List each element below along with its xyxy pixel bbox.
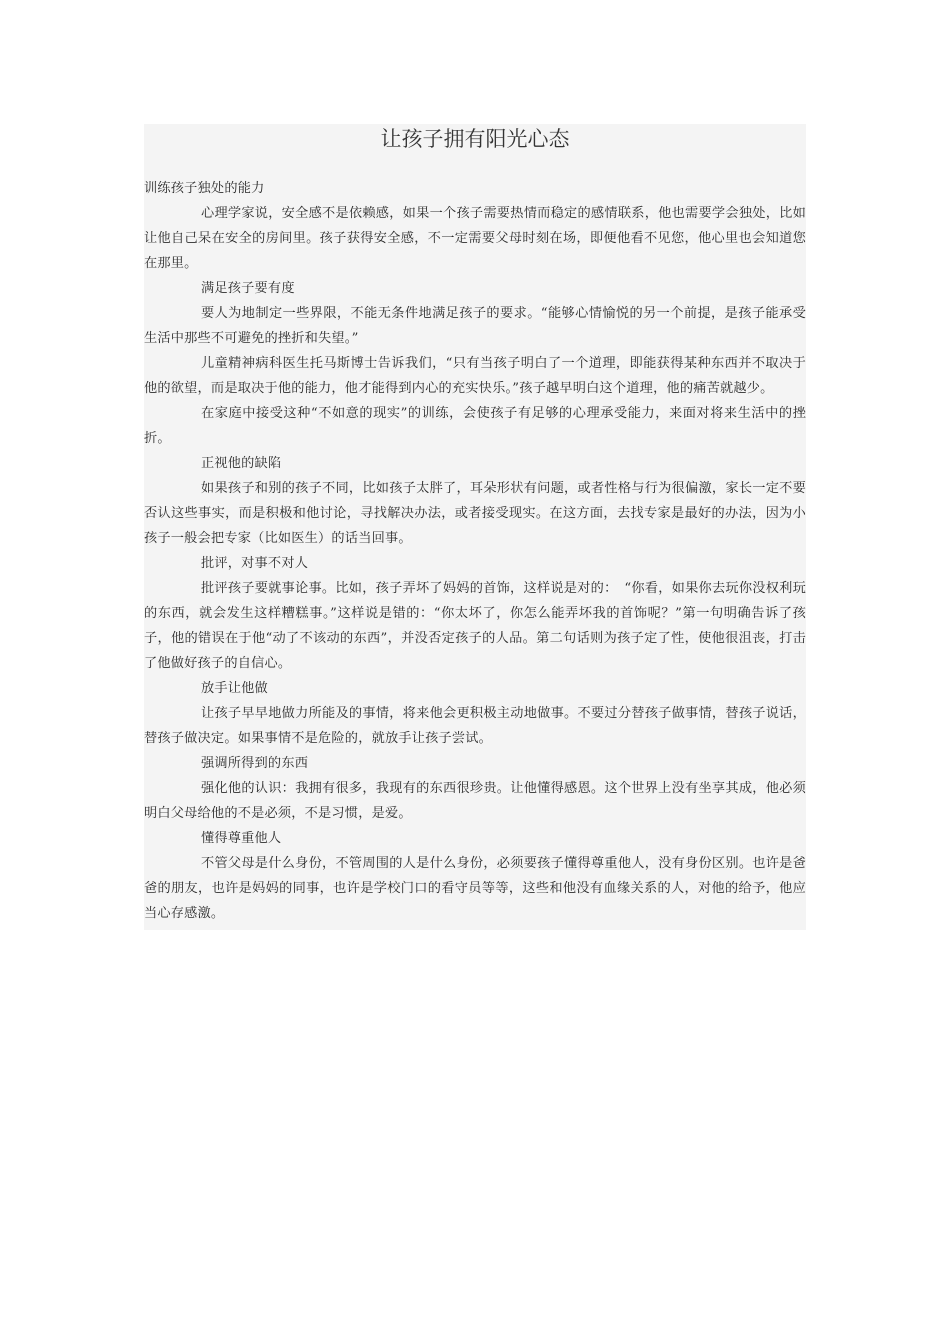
section-heading: 正视他的缺陷: [201, 456, 282, 471]
paragraph: 心理学家说，安全感不是依赖感，如果一个孩子需要热情而稳定的感情联系，他也需要学会独处，比如让他自己呆在安全的房间里。孩子获得安全感，不一定需要父母时刻在场，即便他看不见您，他心里也会知道您在那里。: [144, 206, 806, 271]
paragraph: 如果孩子和别的孩子不同，比如孩子太胖了，耳朵形状有问题，或者性格与行为很偏激，家长一定不要否认这些事实，而是积极和他讨论，寻找解决办法，或者接受现实。在这方面，去找专家是最好的办法，因为小孩子一般会把专家（比如医生）的话当回事。: [144, 481, 806, 546]
section-heading: 满足孩子要有度: [201, 281, 295, 296]
paragraph: 强化他的认识：我拥有很多，我现有的东西很珍贵。让他懂得感恩。这个世界上没有坐享其成，他必须明白父母给他的不是必须，不是习惯，是爱。: [144, 781, 806, 821]
section-heading: 训练孩子独处的能力: [144, 181, 265, 196]
paragraph: 不管父母是什么身份，不管周围的人是什么身份，必须要孩子懂得尊重他人，没有身份区别。也许是爸爸的朋友，也许是妈妈的同事，也许是学校门口的看守员等等，这些和他没有血缘关系的人，对他的给予，他应当心存感激。: [144, 856, 806, 921]
paragraph: 要人为地制定一些界限，不能无条件地满足孩子的要求。“能够心情愉悦的另一个前提，是孩子能承受生活中那些不可避免的挫折和失望。”: [144, 306, 806, 346]
paragraph: 在家庭中接受这种“不如意的现实”的训练，会使孩子有足够的心理承受能力，来面对将来生活中的挫折。: [144, 406, 806, 446]
article: [144, 124, 806, 930]
paragraph: 儿童精神病科医生托马斯博士告诉我们，“只有当孩子明白了一个道理，即能获得某种东西并不取决于他的欲望，而是取决于他的能力，他才能得到内心的充实快乐。”孩子越早明白这个道理，他的痛苦就越少。: [144, 356, 806, 396]
article-title: 让孩子拥有阳光心态: [380, 127, 570, 151]
section-heading: 懂得尊重他人: [201, 831, 282, 846]
section-heading: 放手让他做: [201, 681, 268, 696]
paragraph: 让孩子早早地做力所能及的事情，将来他会更积极主动地做事。不要过分替孩子做事情，替孩子说话，替孩子做决定。如果事情不是危险的，就放手让孩子尝试。: [144, 706, 806, 746]
section-heading: 批评，对事不对人: [201, 556, 309, 571]
paragraph: 批评孩子要就事论事。比如，孩子弄坏了妈妈的首饰，这样说是对的： “你看，如果你去玩你没权利玩的东西，就会发生这样糟糕事。”这样说是错的：“你太坏了，你怎么能弄坏我的首饰呢？”第一句明确告诉了孩子，他的错误在于他“动了不该动的东西”，并没否定孩子的人品。第二句话则为孩子定了性，使他很沮丧，打击了他做好孩子的自信心。: [144, 581, 806, 671]
section-heading: 强调所得到的东西: [201, 756, 309, 771]
article-body: [144, 176, 806, 926]
